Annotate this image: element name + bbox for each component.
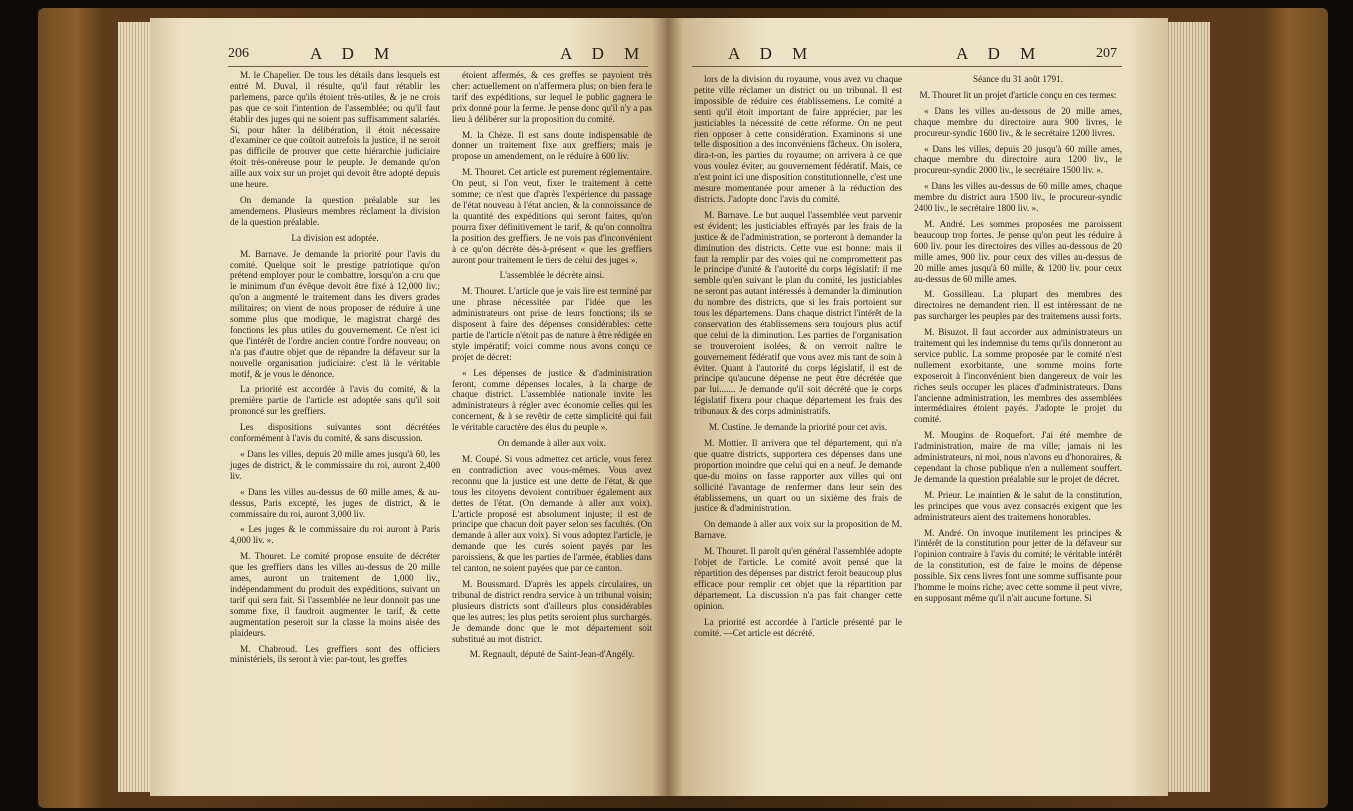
- left-column-2: [452, 70, 652, 665]
- paragraph: « Dans les villes, depuis 20 mille ames jusqu'à 60, les juges de district, & le commissaire du roi, auront 2,400 liv.: [230, 449, 440, 481]
- paragraph: M. Thouret lit un projet d'article conçu en ces termes:: [919, 89, 1117, 100]
- left-page-number: 206: [228, 46, 249, 61]
- paragraph: On demande la question préalable sur les amendemens. Plusieurs membres réclament la division de la question préalable.: [230, 194, 440, 227]
- paragraph: La priorité est accordée à l'article présenté par le comité. —Cet article est décrété.: [694, 616, 902, 638]
- paragraph: M. Chabroud. Les greffiers sont des officiers ministériels, ils seront à vie: par-tout, les greffes: [230, 643, 440, 665]
- header-rule: [228, 66, 648, 67]
- paragraph: M. André. Les sommes proposées me paroissent beaucoup trop fortes. Je pense qu'on peut les réduire à 600 liv. pour les directoires des villes au-dessous de 20 mille ames, 900 liv. pour ceux des villes au-dessus de 20 mille ames jusqu'à 60 mille, & 1200 liv. pour ceux au-dessus de 60 mille ames.: [914, 218, 1122, 284]
- right-column-2: [914, 74, 1122, 609]
- paragraph: étoient affermés, & ces greffes se payoient très cher: actuellement on n'affermera plus; on bien fera le tarif des expéditions, sur lequel le public gagnera le prix donné pour la ferme. Je pense donc qu'il n'y a pas lieu à délibérer sur la proposition du comité.: [452, 70, 652, 124]
- paragraph: La division est adoptée.: [291, 232, 379, 243]
- paragraph: M. Thouret. Cet article est purement réglementaire. On peut, si l'on veut, fixer le traitement à cette somme; ce n'est que d'après l'expérience du passage de l'état nouveau à l'état ancien, & la connoissance de la quantité des expéditions qui seront faites, qu'on pourra fixer définitivement le tarif, & qu'on connoîtra la position des greffiers. Je ne vois pas d'inconvénient à ce qu'on décrète dès-à-présent « que les greffiers auront pour traitement le tiers de celui des juges ».: [452, 167, 652, 265]
- left-page: [150, 18, 668, 796]
- right-page-header: A D M: [728, 44, 816, 63]
- paragraph: M. Barnave. Je demande la priorité pour l'avis du comité. Quelque soit le prestige patriotique qu'on prétend employer pour le combattre, lorsqu'on a cru que le minimum d'un évêque devoit être fixé à 12,000 liv.; qu'on a augmenté le traitement dans les divers grades militaires; on vient de nous proposer de réduire à une somme plus que modique, le magistrat chargé des fonctions les plus utiles du gouvernement. Ce n'est ici que l'intérêt de l'ordre ancien contre l'ordre nouveau; on n'a pas d'autre objet que de répandre la défaveur sur la nouvelle organisation judiciaire: c'est là le véritable motif, & je vous le dénonce.: [230, 248, 440, 379]
- paragraph: M. Mougins de Roquefort. J'ai été membre de l'administration, maire de ma ville; jamais ni les administrateurs, ni moi, nous n'avons eu d'honoraires, & cependant la chose publique n'en a nullement souffert. Je demande la question préalable sur le projet de décret.: [914, 430, 1122, 484]
- paragraph: On demande à aller aux voix.: [497, 438, 607, 449]
- paragraph: « Dans les villes au-dessous de 20 mille ames, chaque membre du directoire aura 900 livres, le procureur-syndic 1600 liv., & le secrétaire 1200 livres.: [914, 105, 1122, 138]
- paragraph: M. Thouret. L'article que je vais lire est terminé par une phrase nécessitée par l'idée que les administrateurs ont prise de leurs fonctions; ils se disposent à faire des dépenses considérables: cette partie de l'article n'étoit pas de nature à être rédigée en style impératif; voici comme nous avons conçu ce projet de décret:: [452, 286, 652, 362]
- right-column-1: [694, 74, 902, 643]
- paragraph: La priorité est accordée à l'avis du comité, & la première partie de l'article est adoptée sans qu'il soit prononcé sur les greffiers.: [230, 384, 440, 417]
- paragraph: Séance du 31 août 1791.: [972, 74, 1064, 84]
- left-page-edges: [118, 22, 152, 792]
- paragraph: M. Thouret. Il paroît qu'en général l'assemblée adopte l'objet de l'article. Le comité avoit pensé que la répartition des dépenses par district feroit beaucoup plus efficace pour remplir cet objet que la répartition par département. La discussion n'a pas fait changer cette opinion.: [694, 546, 902, 611]
- paragraph: « Dans les villes au-dessus de 60 mille ames, & au-dessus, Paris excepté, les juges de district, & le commissaire du roi, auront 3,000 liv.: [230, 486, 440, 519]
- paragraph: « Dans les villes au-dessus de 60 mille ames, chaque membre du district aura 1500 liv., le procureur-syndic 2400 liv., le secrétaire 1800 liv. ».: [914, 181, 1122, 214]
- paragraph: M. Coupé. Si vous admettez cet article, vous ferez en contradiction avec vous-mêmes. Vous avez reconnu que la justice est une dette de l'état, & que tous les citoyens devoient contribuer également aux dettes de l'état. (On demande à aller aux voix). L'article proposé est absolument injuste; il est de principe que chacun doit payer selon ses facultés. (On demande à aller aux voix). Si vous adoptez l'article, je demande que les curés soient payés par les paroissiens, & que les parties de l'armée, établies dans tel canton, ne soient payées que par ce canton.: [452, 454, 652, 574]
- paragraph: « Les juges & le commissaire du roi auront à Paris 4,000 liv. ».: [230, 524, 440, 546]
- paragraph: M. le Chapelier. De tous les détails dans lesquels est entré M. Duval, il résulte, qu'il faut rétablir les parlemens, parce qu'ils étoient très-utiles, & je ne crois pas que ce soit l'intention de l'assemblée; ou qu'il faut établir des juges qui ne soient pas suffisamment salariés. Si, pour hâter la délibération, il étoit nécessaire d'examiner ce que coûtoit autrefois la justice, il ne seroit pas difficile de prouver que cette hiérarchie judiciaire étoit très-onéreuse pour le peuple. Je demande qu'on aille aux voix sur un projet qui devoit être adopté depuis une heure.: [230, 70, 440, 190]
- right-page-header-col2: A D M: [956, 44, 1044, 63]
- right-page-edges: [1166, 22, 1210, 792]
- paragraph: M. Mottier. Il arrivera que tel département, qui n'a que quatre districts, supportera ces dépenses dans une proportion moindre que celui qui en a neuf. Je demande que-du moins on fasse rapporter aux villes qui ont sollicité l'avantage de renfermer dans leur sein des établissemens, un quart ou un sixième des frais de justice & d'administration.: [694, 438, 902, 514]
- left-column-1: [230, 70, 440, 670]
- right-page: [668, 18, 1168, 796]
- paragraph: Les dispositions suivantes sont décrétées conformément à l'avis du comité, & sans discussion.: [230, 422, 440, 444]
- paragraph: M. Prieur. Le maintien & le salut de la constitution, les principes que vous avez consacrés exigent que les administrateurs aient des traitemens honorables.: [914, 489, 1122, 522]
- paragraph: M. Bisuzot. Il faut accorder aux administrateurs un traitement qui les indemnise du tems qu'ils donneront au service public. La somme proposée par le comité n'est nullement exorbitante, une somme moins forte exposeroit à l'inconvénient bien dangereux de voir les riches seuls occuper les places d'administrateurs. Dans l'ancienne administration, les membres des assemblées intermédiaires étoient payés. J'adopte le projet du comité.: [914, 327, 1122, 425]
- left-page-header-col2: A D M: [560, 44, 648, 63]
- paragraph: M. la Chèze. Il est sans doute indispensable de donner un traitement fixe aux greffiers; mais je propose un amendement, on le réduire à 600 liv.: [452, 129, 652, 162]
- paragraph: « Dans les villes, depuis 20 jusqu'à 60 mille ames, chaque membre du directoire aura 1200 liv., le procureur-syndic 2000 liv., le secrétaire 1500 liv. ».: [914, 143, 1122, 176]
- left-page-header: A D M: [310, 44, 398, 63]
- paragraph: M. Thouret. Le comité propose ensuite de décréter que les greffiers dans les villes au-dessus de 20 mille ames, auront un traitement de 1,000 liv., indépendamment du produit des expéditions, suivant un tarif qui sera fait. Si l'assemblée ne leur donnoit pas une somme fixe, il faudroit augmenter le tarif, & cette augmentation peseroit sur la classe la moins aisée des plaideurs.: [230, 551, 440, 638]
- paragraph: « Les dépenses de justice & d'administration feront, comme dépenses locales, à la charge de chaque district. L'assemblée nationale invite les administrateurs à régler avec économie celles qui les concernent, & à se revêtir de cette simplicité qui fait le véritable caractère des élus du peuple ».: [452, 367, 652, 433]
- paragraph: M. André. On invoque inutilement les principes & l'intérêt de la constitution pour jetter de la défaveur sur l'opinion contraire à l'avis du comité; le véritable intérêt de la constitution, est de faire le moins de dépense possible. Six cens livres font une somme suffisante pour l'homme le moins riche; avec cette somme il peut vivre, en supposant même qu'il n'ait aucune fortune. Si: [914, 527, 1122, 603]
- paragraph: M. Gossilleau. La plupart des membres des directoires ne demandent rien. Il est intéressant de ne pas surcharger les peuples par des traitemens aussi forts.: [914, 289, 1122, 322]
- header-rule-right: [692, 66, 1122, 67]
- paragraph: M. Regnault, député de Saint-Jean-d'Angély.: [469, 649, 635, 660]
- paragraph: M. Boussmard. D'après les appels circulaires, un tribunal de district rendra service à un tribunal voisin; plusieurs districts sont d'ailleurs plus considérables que les autres; les plus petits seroient plus surchargés. Je demande donc que le mot département soit substitué au mot district.: [452, 578, 652, 644]
- paragraph: M. Barnave. Le but auquel l'assemblée veut parvenir est évident; les justiciables effrayés par les frais de la justice & de l'administration, se porteront à demander la diminution des districts. Cette vue est bonne: mais il faut la remplir par des voies qui ne compromettent pas le principe d'unité & l'autorité du corps législatif: il me semble qu'en suivant le plan du comité, les justiciables ne seront pas autant intéressés à demander la diminution du nombre des districts, que si les frais portoient sur tous les départemens. Dans chaque district l'intérêt de la conservation des établissemens sera toujours plus actif que celui de la diminution. Les parties de l'organisation se trouveroient isolées, & on verroit naître le gouvernement fédératif que vous avez mis tant de soin à éviter. Quant à l'autorité du corps législatif, il est de principe qu'aucune dépense ne peut être décrétée que par lui....... Je demande qu'il soit décrété que le corps législatif fixera pour chaque département les frais des tribunaux & des corps administratifs.: [694, 209, 902, 417]
- right-page-number: 207: [1096, 46, 1117, 61]
- paragraph: L'assemblée le décrète ainsi.: [499, 270, 605, 281]
- paragraph: lors de la division du royaume, vous avez vu chaque petite ville réclamer un district ou un tribunal. Il est impossible de réduire ces établissemens. Le comité a senti qu'il étoit important de faire apprécier, par les justiciables la nécessité de cette réforme. On ne peut rien opposer à cette considération. Examinons si une telle disposition a des inconvéniens fâcheux. On isolera, dira-t-on, les parties du royaume; on arrivera à ce que vous voulez éviter, au gouvernement fédératif. Mais, ce n'est point ici une disposition constitutionnelle, c'est une mesure momentanée pour amener à la réduction des districts. J'adopte donc l'avis du comité.: [694, 74, 902, 204]
- paragraph: M. Custine. Je demande la priorité pour cet avis.: [708, 422, 888, 433]
- paragraph: On demande à aller aux voix sur la proposition de M. Barnave.: [694, 519, 902, 541]
